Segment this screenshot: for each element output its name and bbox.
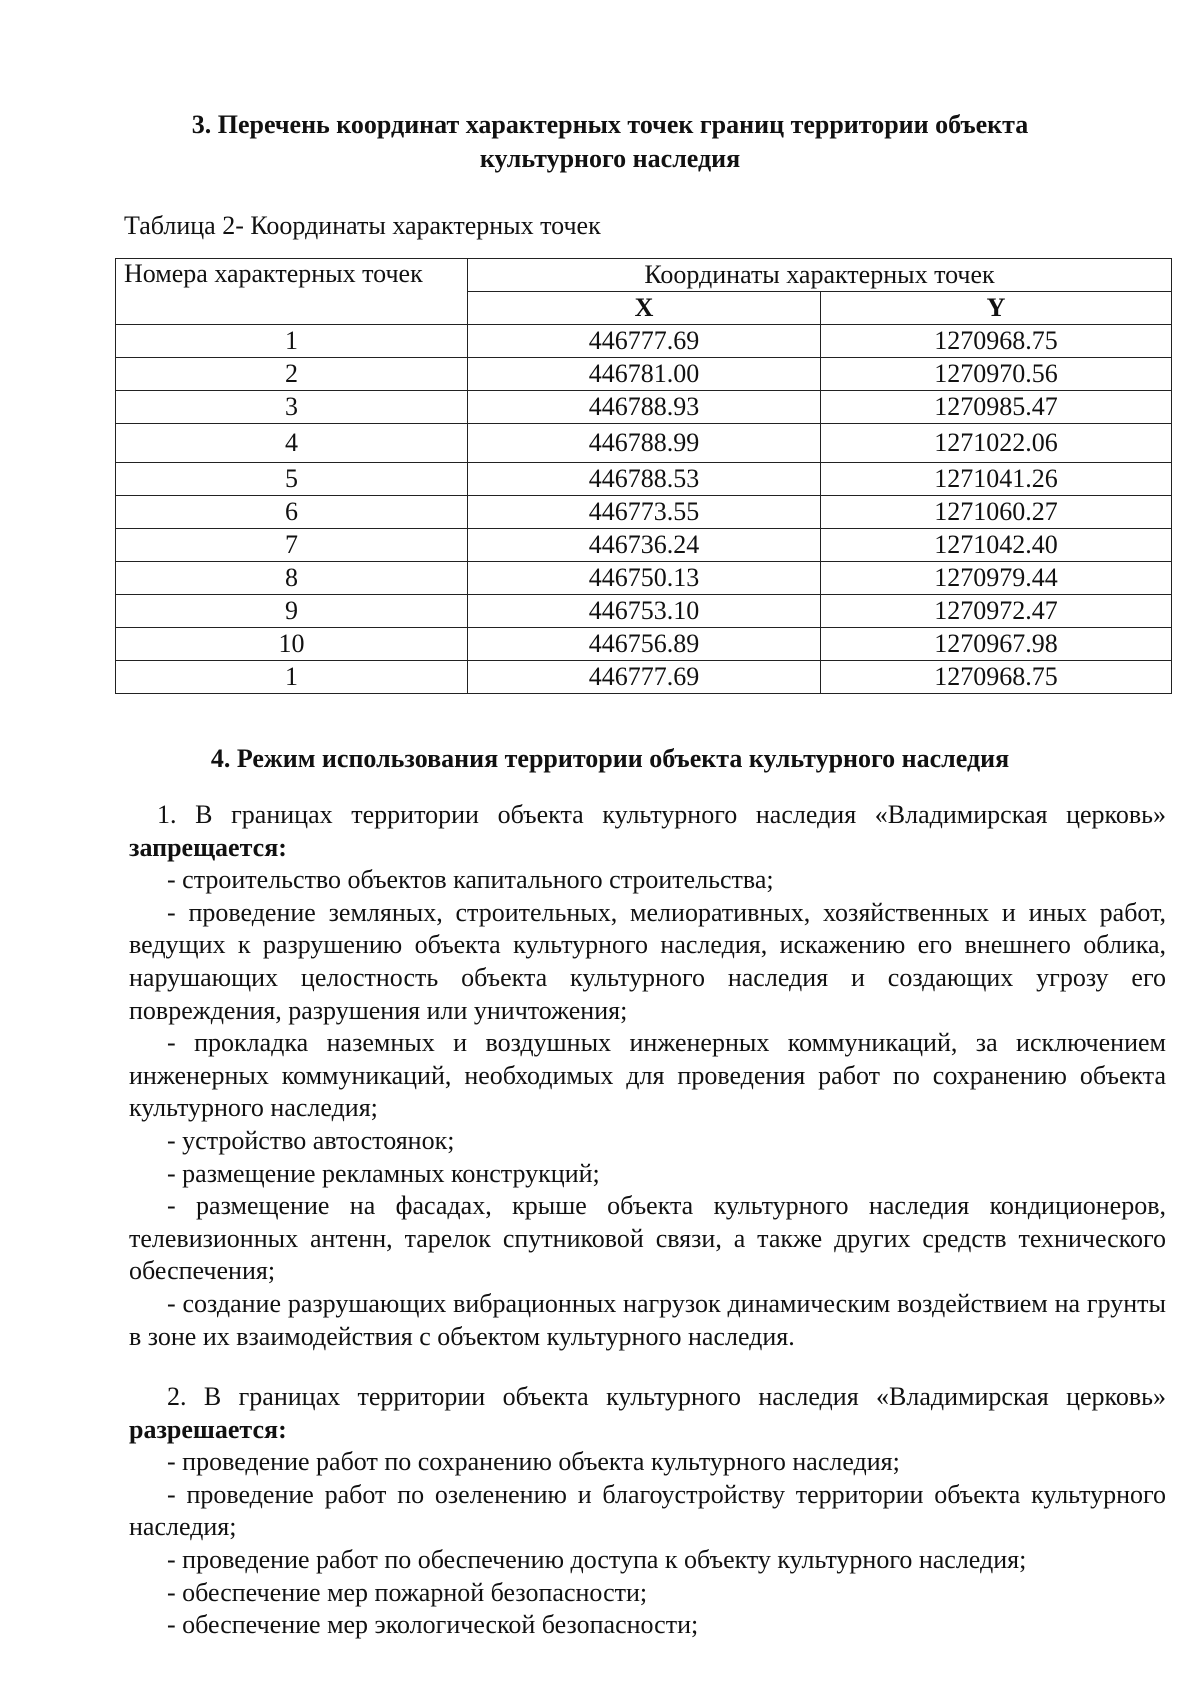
list-item: - размещение на фасадах, крыше объекта культурного наследия кондиционеров, телевизионных антенн, тарелок спутниковой связи, а также других средств технического обеспечения; (129, 1191, 1166, 1286)
x-coordinate: 446773.55 (468, 496, 821, 529)
table-row (116, 325, 1172, 358)
x-coordinate: 446753.10 (468, 595, 821, 628)
y-coordinate: 1270985.47 (821, 391, 1172, 424)
permitted-section (129, 1381, 1166, 1642)
point-number: 7 (116, 529, 468, 562)
coordinates-table (115, 258, 1172, 694)
point-number: 8 (116, 562, 468, 595)
header-y: Y (821, 292, 1172, 325)
point-number: 9 (116, 595, 468, 628)
list-item: - создание разрушающих вибрационных нагрузок динамическим воздействием на грунты в зоне их взаимодействия с объектом культурного наследия. (129, 1288, 1166, 1351)
table-row (116, 424, 1172, 463)
list-item: - обеспечение мер пожарной безопасности; (167, 1577, 648, 1607)
table-row (116, 358, 1172, 391)
table-row (116, 529, 1172, 562)
x-coordinate: 446788.99 (468, 424, 821, 463)
x-coordinate: 446777.69 (468, 325, 821, 358)
header-x: X (468, 292, 821, 325)
point-number: 4 (116, 424, 468, 463)
x-coordinate: 446736.24 (468, 529, 821, 562)
section-3-title (0, 108, 1200, 176)
title-line: 3. Перечень координат характерных точек границ территории объекта (191, 110, 1029, 139)
list-item: - проведение работ по обеспечению доступа к объекту культурного наследия; (167, 1544, 1027, 1574)
intro-text: 2. В границах территории объекта культурного наследия «Владимирская церковь» (167, 1382, 1166, 1411)
y-coordinate: 1271060.27 (821, 496, 1172, 529)
intro-text: 1. В границах территории объекта культурного наследия «Владимирская церковь» (157, 800, 1166, 829)
point-number: 2 (116, 358, 468, 391)
header-coords: Координаты характерных точек (468, 259, 1172, 292)
point-number: 1 (116, 661, 468, 694)
prohibited-section (129, 799, 1166, 1353)
y-coordinate: 1271022.06 (821, 424, 1172, 463)
point-number: 5 (116, 463, 468, 496)
section-4-title: 4. Режим использования территории объекта культурного наследия (210, 744, 1010, 773)
table-row (116, 463, 1172, 496)
paragraph-intro (129, 799, 1166, 864)
x-coordinate: 446756.89 (468, 628, 821, 661)
table-row (116, 628, 1172, 661)
point-number: 6 (116, 496, 468, 529)
y-coordinate: 1270979.44 (821, 562, 1172, 595)
y-coordinate: 1271042.40 (821, 529, 1172, 562)
paragraph-intro (129, 1381, 1166, 1446)
x-coordinate: 446788.93 (468, 391, 821, 424)
header-points: Номера характерных точек (116, 259, 468, 325)
intro-bold: запрещается: (129, 832, 287, 862)
y-coordinate: 1270968.75 (821, 661, 1172, 694)
y-coordinate: 1270970.56 (821, 358, 1172, 391)
x-coordinate: 446788.53 (468, 463, 821, 496)
point-number: 10 (116, 628, 468, 661)
y-coordinate: 1270967.98 (821, 628, 1172, 661)
intro-bold: разрешается: (129, 1414, 287, 1444)
x-coordinate: 446777.69 (468, 661, 821, 694)
point-number: 3 (116, 391, 468, 424)
list-item: - прокладка наземных и воздушных инженерных коммуникаций, за исключением инженерных коммуникаций, необходимых для проведения работ по сохранению объекта культурного наследия; (129, 1028, 1166, 1123)
list-item: - строительство объектов капитального строительства; (167, 865, 774, 895)
x-coordinate: 446781.00 (468, 358, 821, 391)
table-row (116, 391, 1172, 424)
table-caption: Таблица 2- Координаты характерных точек (124, 211, 601, 240)
list-item: - обеспечение мер экологической безопасности; (167, 1610, 699, 1640)
y-coordinate: 1270968.75 (821, 325, 1172, 358)
list-item: - проведение работ по озеленению и благоустройству территории объекта культурного наследия; (129, 1479, 1166, 1542)
x-coordinate: 446750.13 (468, 562, 821, 595)
table-row (116, 595, 1172, 628)
table-row (116, 496, 1172, 529)
title-line: культурного наследия (479, 144, 741, 173)
y-coordinate: 1271041.26 (821, 463, 1172, 496)
table-row (116, 661, 1172, 694)
list-item: - проведение работ по сохранению объекта культурного наследия; (167, 1447, 900, 1477)
list-item: - размещение рекламных конструкций; (167, 1158, 600, 1188)
table-row (116, 562, 1172, 595)
list-item: - проведение земляных, строительных, мелиоративных, хозяйственных и иных работ, ведущих к разрушению объекта культурного наследия, искажению его внешнего облика, нарушающих целостность объекта культурного наследия и создающих угрозу его повреждения, разрушения или уничтожения; (129, 897, 1166, 1025)
y-coordinate: 1270972.47 (821, 595, 1172, 628)
point-number: 1 (116, 325, 468, 358)
list-item: - устройство автостоянок; (167, 1125, 455, 1155)
